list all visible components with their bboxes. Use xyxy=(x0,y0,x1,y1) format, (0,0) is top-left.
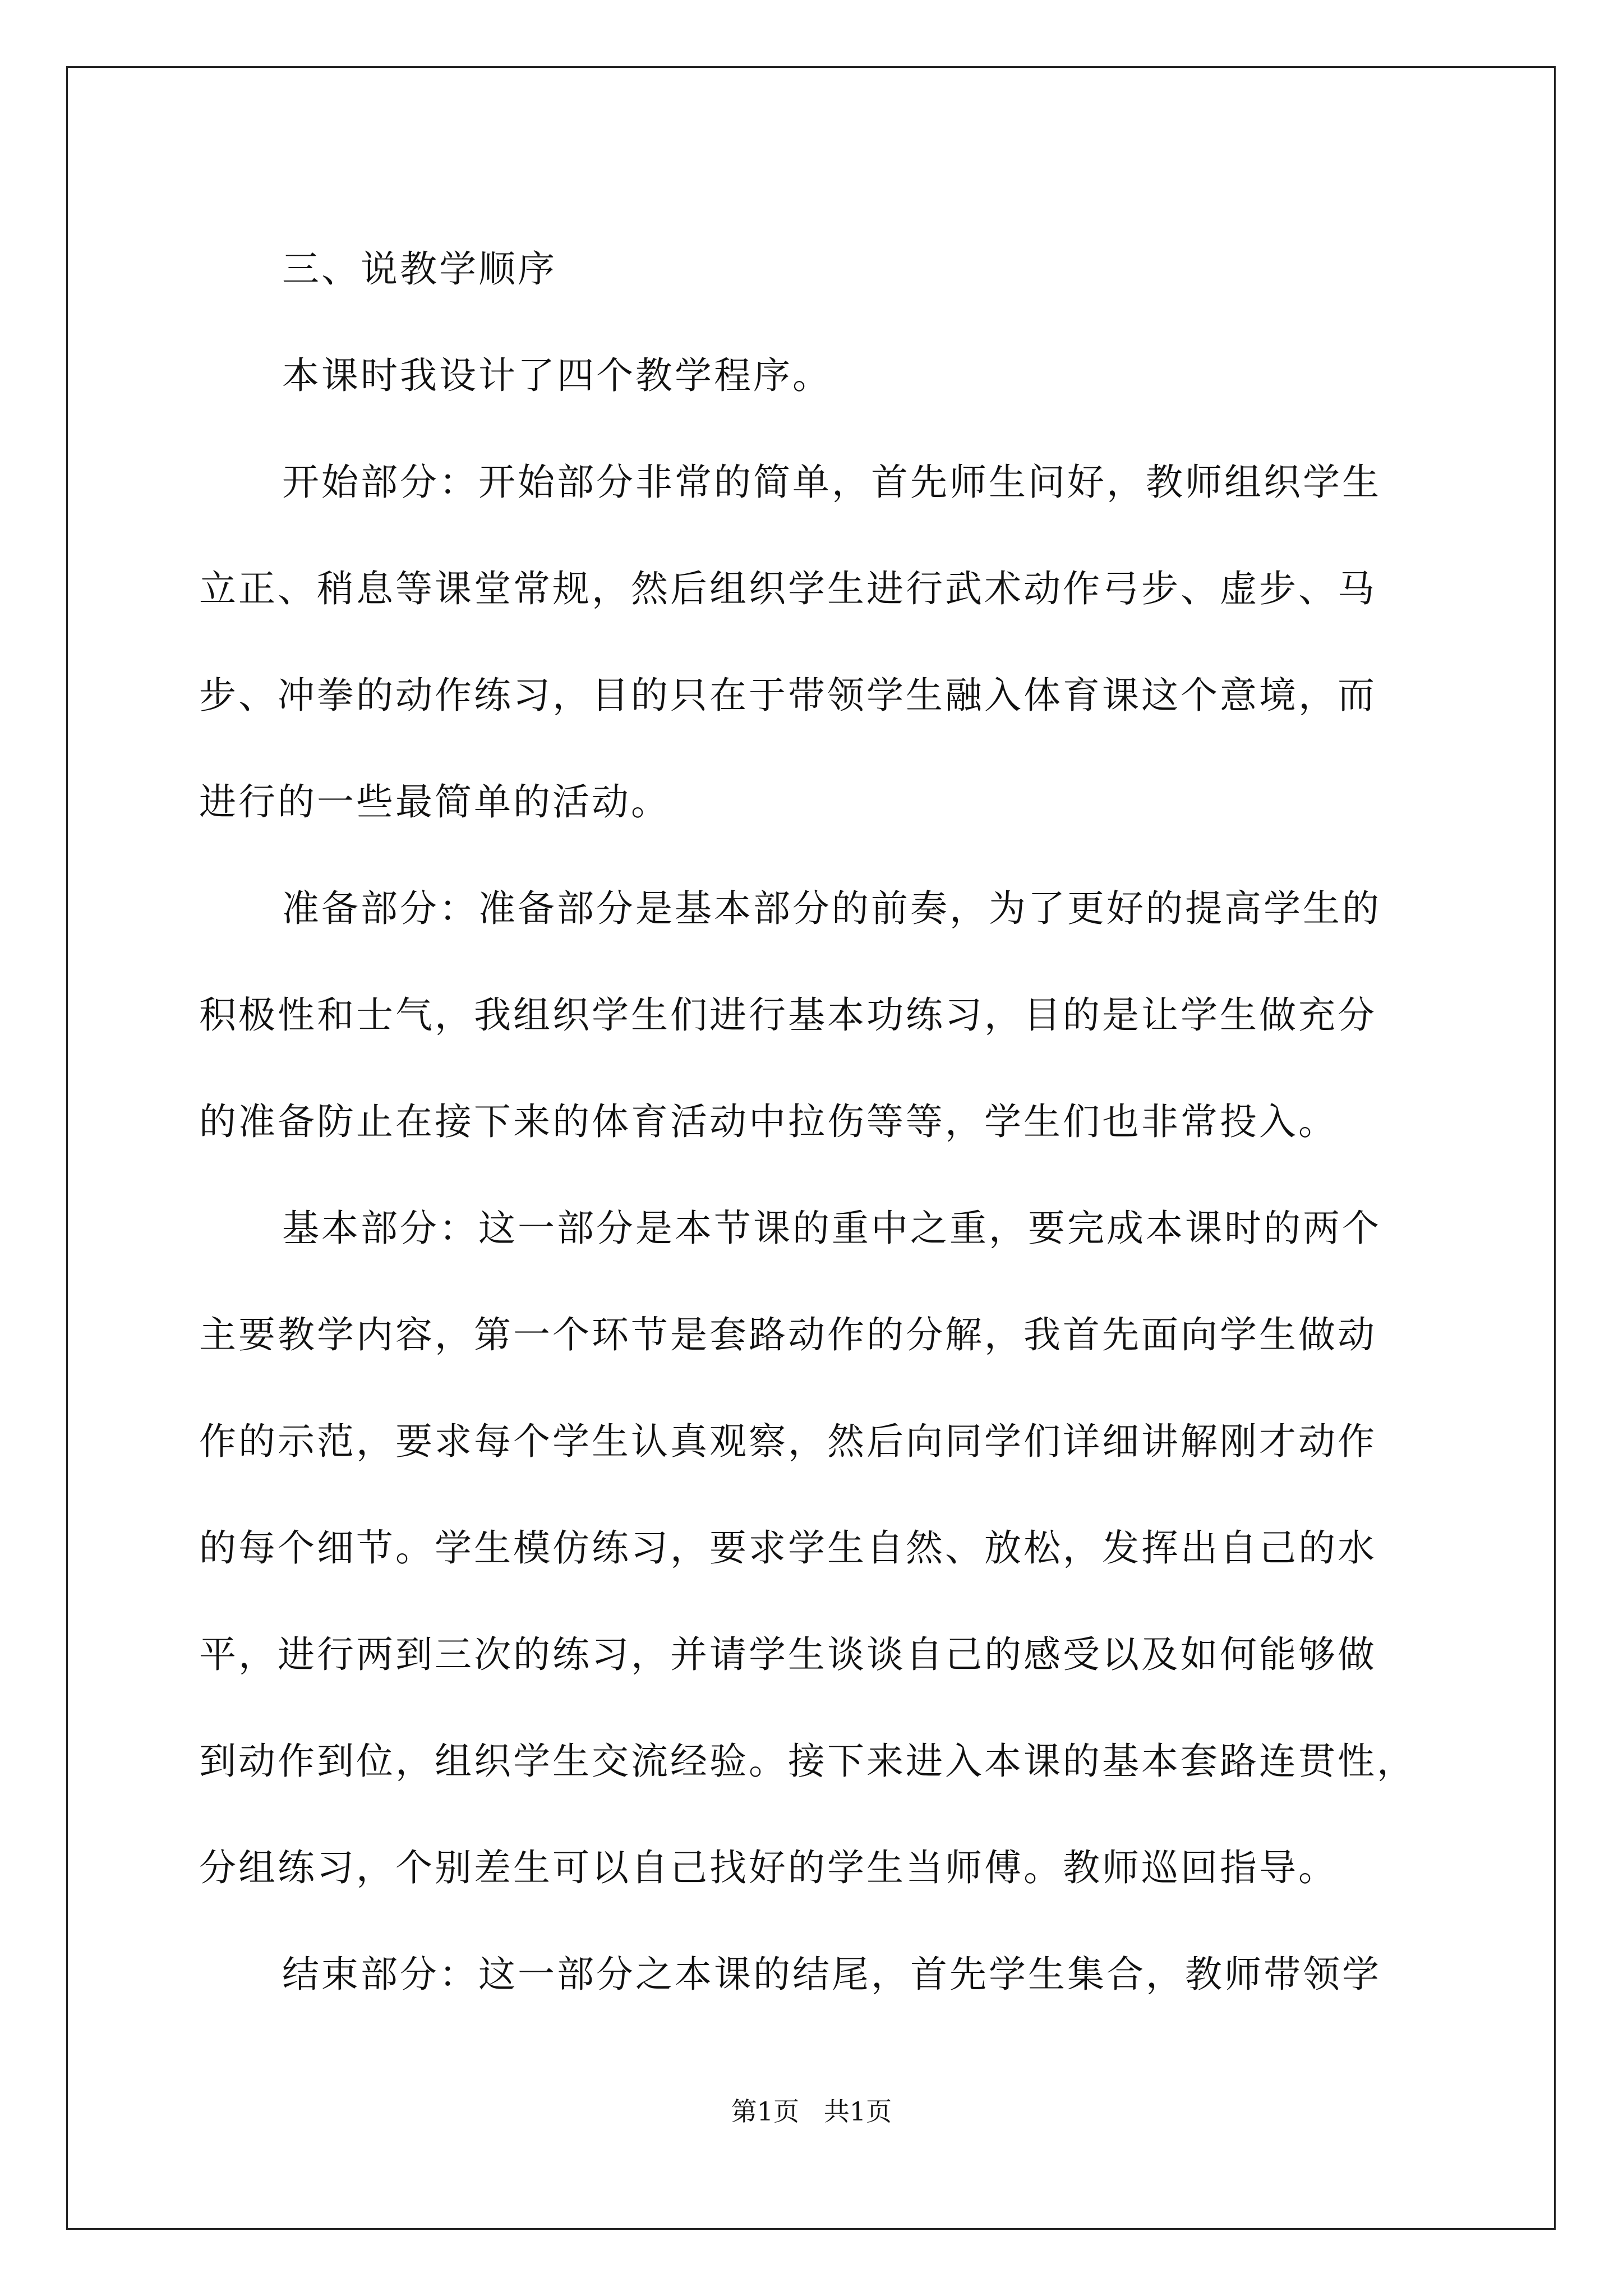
paragraph-line: 的每个细节。学生模仿练习，要求学生自然、放松，发挥出自己的水 xyxy=(199,1526,1377,1570)
paragraph-line: 开始部分：开始部分非常的简单，首先师生问好，教师组织学生 xyxy=(282,461,1381,504)
paragraph-line: 准备部分：准备部分是基本部分的前奏，为了更好的提高学生的 xyxy=(282,887,1381,930)
paragraph-line: 到动作到位，组织学生交流经验。接下来进入本课的基本套路连贯性， xyxy=(199,1740,1416,1783)
paragraph-line: 平，进行两到三次的练习，并请学生谈谈自己的感受以及如何能够做 xyxy=(199,1633,1377,1676)
page-footer: 第1页 共1页 xyxy=(731,2096,892,2127)
section-heading: 三、说教学顺序 xyxy=(282,247,557,291)
document-body xyxy=(199,216,1461,2028)
paragraph-line: 分组练习，个别差生可以自己找好的学生当师傅。教师巡回指导。 xyxy=(199,1846,1338,1889)
paragraph-line: 的准备防止在接下来的体育活动中拉伤等等，学生们也非常投入。 xyxy=(199,1100,1338,1143)
paragraph-line: 立正、稍息等课堂常规，然后组织学生进行武术动作弓步、虚步、马 xyxy=(199,567,1377,610)
paragraph-line: 基本部分：这一部分是本节课的重中之重，要完成本课时的两个 xyxy=(282,1207,1381,1250)
paragraph-line: 本课时我设计了四个教学程序。 xyxy=(282,354,832,397)
paragraph-line: 主要教学内容，第一个环节是套路动作的分解，我首先面向学生做动 xyxy=(199,1313,1377,1356)
paragraph-line: 结束部分：这一部分之本课的结尾，首先学生集合，教师带领学 xyxy=(282,1953,1381,1996)
paragraph-line: 进行的一些最简单的活动。 xyxy=(199,780,670,823)
paragraph-line: 作的示范，要求每个学生认真观察，然后向同学们详细讲解刚才动作 xyxy=(199,1420,1377,1463)
paragraph-line: 积极性和士气，我组织学生们进行基本功练习，目的是让学生做充分 xyxy=(199,993,1377,1037)
paragraph-line: 步、冲拳的动作练习，目的只在于带领学生融入体育课这个意境，而 xyxy=(199,674,1377,717)
